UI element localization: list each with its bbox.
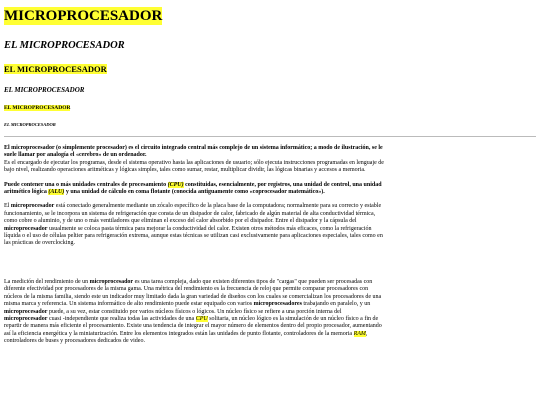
perf-keyword-plural: microprocesadores (253, 301, 302, 308)
heading-3-text: EL MICROPROCESADOR (4, 64, 107, 74)
perf-text-f: solitaria, un núcleo lógico es la simulación de un núcleo físico a fin de repartir de manera más eficiente el procesamiento. Existe una tendencia de integrar el mayor número de elementos dentro del propio procesador, aumentando así la eficiencia energética y la miniaturización. Entre los elementos integrados están las unidades de punto flotante, controladores de la memoria (4, 315, 382, 337)
heading-6: EL MICROPROCESADOR (4, 122, 56, 127)
perf-text-e: cuasi -independiente que realiza todas las actividades de una (47, 315, 196, 322)
intro-bold-text: El microprocesador (o simplemente procesador) es el circuito integrado central más complejo de un sistema informático; a modo de ilustración, se le suele llamar por analogía el «cerebro» de un ordenador. (4, 145, 383, 159)
heading-1: MICROPROCESADOR (4, 8, 163, 24)
cpu-highlight: (CPU) (167, 181, 184, 188)
heading-5 (4, 105, 536, 112)
perf-cpu-highlight: CPU (195, 315, 208, 322)
units-text-a: Puede contener una o más unidades centrales de procesamiento (4, 181, 168, 188)
perf-text-g: , controladores de buses y procesadores dedicados de video. (4, 330, 368, 345)
perf-keyword-2: microprocesador (4, 308, 48, 315)
paragraph-units (4, 182, 386, 197)
article-body (4, 145, 386, 346)
cooling-text-b: está conectado generalmente mediante un zócalo específico de la placa base de la computadora; normalmente para su correcto y estable funcionamiento, se le incorpora un sistema de refrigeración que consta de un disipador de calor, fabricado de algún material de alta conductividad térmica, como cobre o aluminio, y de uno o más ventiladores que eliminan el exceso del calor absorbido por el disipador. Entre el disipador y la cápsula del (4, 203, 382, 225)
heading-3 (4, 64, 536, 75)
perf-text-c: trabajando en paralelo, y un (301, 301, 371, 308)
horizontal-rule (4, 136, 536, 137)
paragraph-cooling (4, 203, 386, 247)
perf-keyword-1: microprocesador (89, 278, 134, 285)
heading-5-text: EL MICROPROCESADOR (4, 105, 71, 111)
document-page (4, 7, 536, 346)
cooling-text-c: usualmente se coloca pasta térmica para mejorar la conductividad del calor. Existen otros métodos más eficaces, como la refrigeración líquida o el uso de células peltier para refrigeración extrema, aunque estas técnicas se utilizan casi exclusivamente para aplicaciones especiales, tales como en las prácticas de overclocking. (4, 225, 383, 247)
cooling-keyword-1: microprocesador (10, 203, 55, 210)
perf-text-b: es una tarea compleja, dado que existen diferentes tipos de "cargas" que pueden ser procesadas con diferente efectividad por procesadores de la misma gama. Una métrica del rendimiento es la frecuencia de reloj que permite comparar procesadores con núcleos de la misma familia, siendo este un indicador muy limitado dada la gran variedad de diseños con los cuales se comercializan los procesadores de una misma marca y referencia. Un sistema informático de alto rendimiento puede estar equipado con varios (4, 278, 382, 308)
units-text-b: constituidas, esencialmente, por registros, una unidad de control, una unidad aritmético lógica (4, 181, 382, 196)
perf-text-a: La medición del rendimiento de un (4, 278, 90, 285)
cooling-text-a: El (4, 203, 11, 210)
heading-2: EL MICROPROCESADOR (4, 40, 125, 51)
heading-4: EL MICROPROCESADOR (4, 86, 85, 94)
paragraph-intro (4, 145, 386, 175)
paragraph-performance (4, 279, 386, 346)
cooling-keyword-2: microprocesador (4, 225, 48, 232)
perf-text-d: puede, a su vez, estar constituido por varios núcleos físicos o lógicos. Un núcleo físico se refiere a una porción interna del (47, 308, 342, 315)
perf-ram-highlight: RAM (353, 330, 366, 337)
alu-highlight: (ALU) (48, 189, 65, 196)
units-text-c: y una unidad de cálculo en coma flotante (conocida antiguamente como «coprocesador matemático»). (64, 189, 325, 196)
intro-rest-text: Es el encargado de ejecutar los programas, desde el sistema operativo hasta las aplicaciones de usuario; sólo ejecuta instrucciones programadas en lenguaje de bajo nivel, realizando operaciones aritméticas y lógicas simples, tales como sumar, restar, multiplicar dividir, las lógicas binarias y accesos a memoria. (4, 159, 384, 174)
perf-keyword-3: microprocesador (4, 315, 48, 322)
